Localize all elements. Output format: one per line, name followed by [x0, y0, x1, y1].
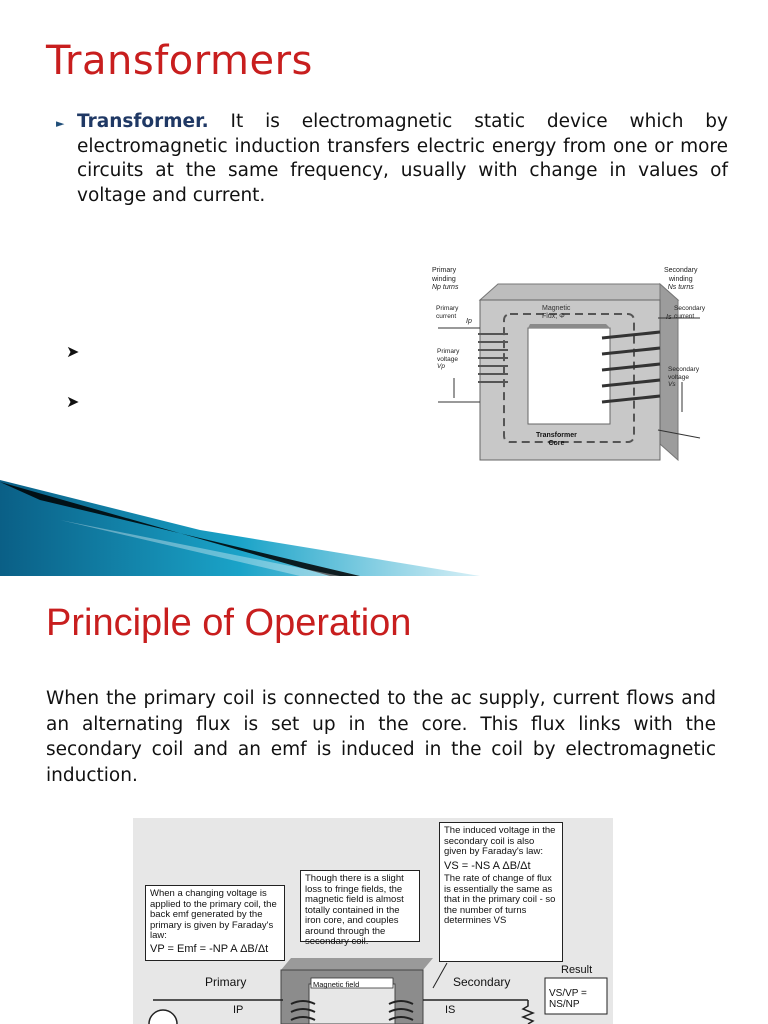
magnetic-flux-label: Magnetic Flux, Φ: [542, 305, 571, 320]
bullet-definition: [56, 110, 728, 208]
arrow-bullet-icon: ➤: [66, 392, 80, 411]
principle-paragraph: When the primary coil is connected to the ac supply, current flows and an alternating flux is set up in the core. This flux links with the secondary coil and an emf is induced in the coil by electromagnetic induction.: [46, 688, 716, 786]
result-label: Result: [561, 964, 593, 976]
note-secondary-emf: The induced voltage in the secondary coil is also given by Faraday's law: VS = -NS A ΔB/Δt The rate of change of flux is essentially the same as that in the primary coil - so the number of turns determines VS: [439, 822, 563, 962]
transformer-core-label: Transformer Core: [536, 432, 577, 447]
window-shadow: [528, 324, 610, 328]
primary-winding-label: Primary winding Np turns: [432, 267, 459, 291]
bullet-text: [77, 110, 728, 208]
triangle-bullet-icon: ►: [56, 117, 65, 130]
faraday-diagram: [133, 818, 613, 1024]
primary-current-symbol: Ip: [466, 318, 472, 325]
core-drawing: [133, 818, 613, 1024]
bullet-body: It is electromagnetic static device which by electromagnetic induction transfers electric energy from one or more circuits at the same frequency, usually with change in values of voltage and current.: [77, 111, 728, 206]
secondary-winding-label: Secondary winding Ns turns: [664, 267, 698, 291]
slide-title: Principle of Operation: [46, 602, 412, 644]
bullet-term: Transformer.: [77, 111, 209, 132]
secondary-current-symbol: Is: [666, 314, 672, 321]
core-top-face: [480, 284, 678, 300]
slide-principle: [0, 576, 768, 1024]
decorative-banner: [0, 480, 768, 576]
magnetic-field-label: Magnetic field: [313, 980, 360, 989]
primary-current-label: Primary current: [436, 305, 459, 320]
core-window: [528, 328, 610, 424]
secondary-current-label: Secondary current: [674, 305, 706, 320]
note-magnetic-field: Though there is a slight loss to fringe fields, the magnetic field is almost totally contained in the iron core, and couples around through the secondary coil.: [300, 870, 420, 942]
secondary-current-label: IS: [445, 1004, 456, 1016]
note-primary-emf: When a changing voltage is applied to the primary coil, the back emf generated by the primary is given by Faraday's law: VP = Emf = -NP A ΔB/Δt: [145, 885, 285, 961]
secondary-label: Secondary: [453, 975, 511, 989]
result-equation: VS/VP = NS/NP: [549, 988, 587, 1010]
primary-current-label: IP: [233, 1004, 244, 1016]
primary-coil: [478, 334, 508, 382]
primary-voltage-label: Primary voltage Vp: [437, 348, 460, 370]
slide-title: Transformers: [46, 38, 313, 84]
primary-label: Primary: [205, 975, 247, 989]
secondary-voltage-label: Secondary voltage Vs: [668, 366, 700, 388]
arrow-bullet-icon: ➤: [66, 342, 80, 361]
